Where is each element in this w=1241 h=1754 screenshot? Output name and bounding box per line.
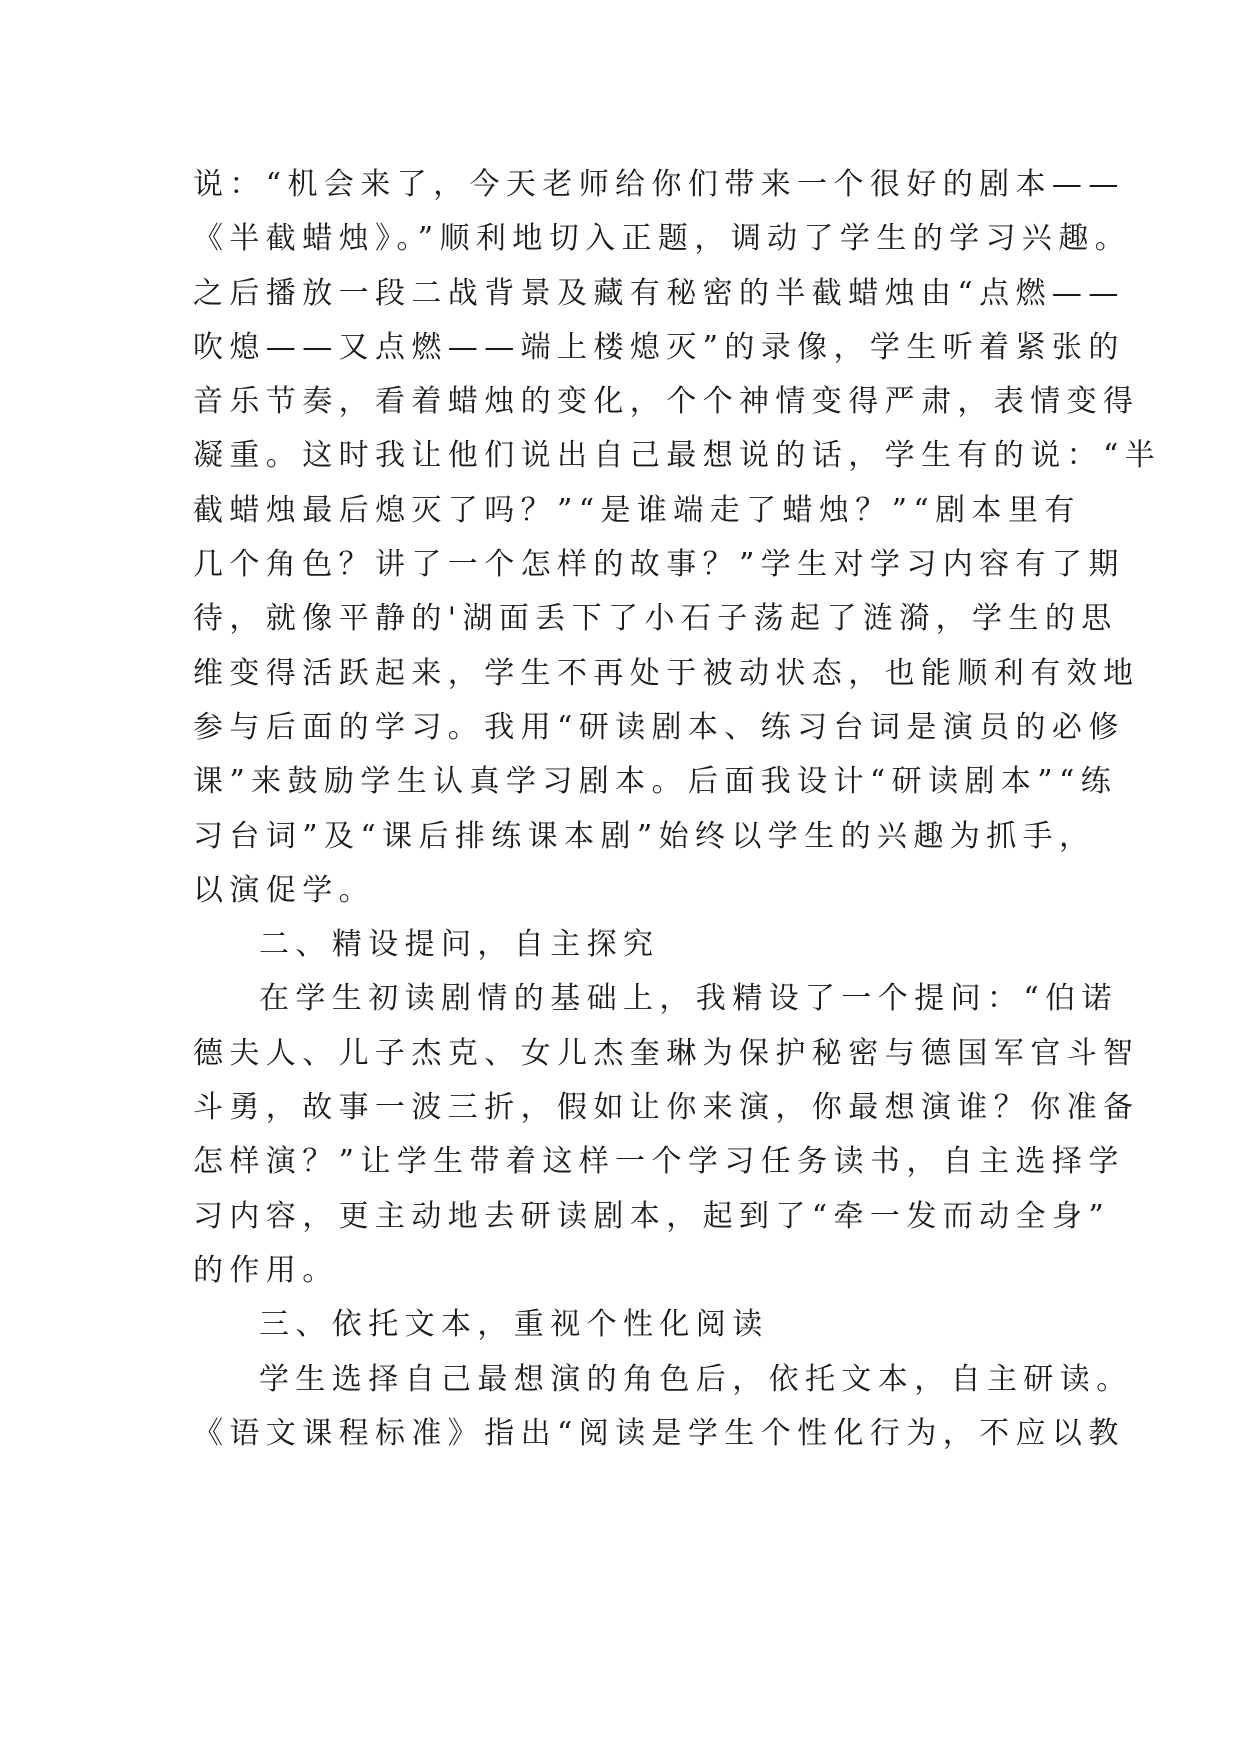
text-line: 维变得活跃起来，学生不再处于被动状态，也能顺利有效地 <box>193 655 1140 691</box>
text-line: 的作用。 <box>193 1252 339 1288</box>
text-line: 《语文课程标准》指出“阅读是学生个性化行为，不应以教 <box>193 1415 1125 1451</box>
section-heading: 二、精设提问，自主探究 <box>259 927 660 963</box>
text-line: 待，就像平静的'湖面丢下了小石子荡起了涟漪，学生的思 <box>193 601 1118 637</box>
text-line: 习台词”及“课后排练课本剧”始终以学生的兴趣为抓手， <box>193 818 1096 854</box>
text-line: 课”来鼓励学生认真学习剧本。后面我设计“研读剧本”“练 <box>193 764 1118 800</box>
text-line: 之后播放一段二战背景及藏有秘密的半截蜡烛由“点燃—— <box>193 275 1125 311</box>
text-line: 《半截蜡烛》。”顺利地切入正题，调动了学生的学习兴趣。 <box>193 221 1132 257</box>
text-line: 怎样演？”让学生带着这样一个学习任务读书，自主选择学 <box>193 1144 1125 1180</box>
text-line: 以演促学。 <box>193 872 375 908</box>
text-line: 音乐节奏，看着蜡烛的变化，个个神情变得严肃，表情变得 <box>193 384 1140 420</box>
text-line: 吹熄——又点燃——端上楼熄灭”的录像，学生听着紧张的 <box>193 329 1125 365</box>
body-text <box>193 158 1162 1461</box>
text-line: 凝重。这时我让他们说出自己最想说的话，学生有的说：“半 <box>193 438 1162 474</box>
text-line: 几个角色？讲了一个怎样的故事？”学生对学习内容有了期 <box>193 547 1125 583</box>
paragraph-first-line: 在学生初读剧情的基础上，我精设了一个提问：“伯诺 <box>259 981 1118 1017</box>
text-line: 斗勇，故事一波三折，假如让你来演，你最想演谁？你准备 <box>193 1090 1140 1126</box>
paragraph-first-line: 学生选择自己最想演的角色后，依托文本，自主研读。 <box>259 1361 1133 1397</box>
text-line: 说：“机会来了，今天老师给你们带来一个很好的剧本—— <box>193 167 1125 202</box>
section-heading: 三、依托文本，重视个性化阅读 <box>259 1307 769 1343</box>
text-line: 截蜡烛最后熄灭了吗？”“是谁端走了蜡烛？”“剧本里有 <box>193 492 1081 528</box>
text-line: 参与后面的学习。我用“研读剧本、练习台词是演员的必修 <box>193 709 1125 745</box>
text-line: 德夫人、儿子杰克、女儿杰奎琳为保护秘密与德国军官斗智 <box>193 1035 1140 1071</box>
text-line: 习内容，更主动地去研读剧本，起到了“牵一发而动全身” <box>193 1198 1111 1234</box>
